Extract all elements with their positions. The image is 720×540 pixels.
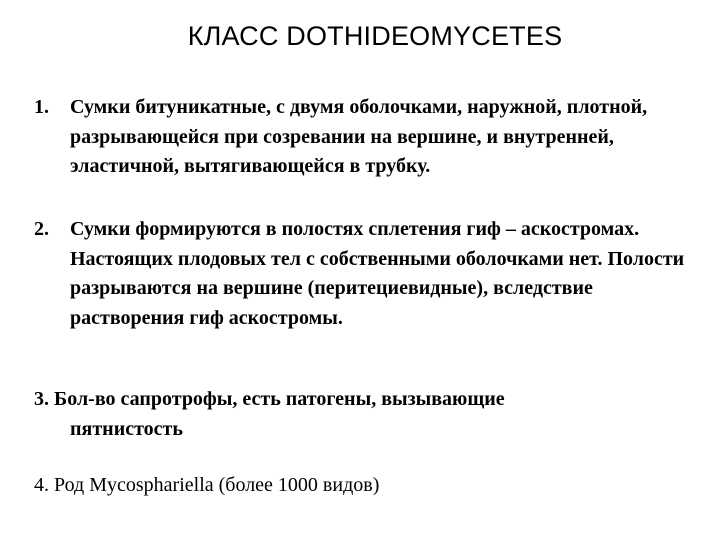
list-item-text: Сумки битуникатные, с двумя оболочками, наружной, плотной, разрывающейся при созревании на вершине, и внутренней, эластичной, вытягивающейся в трубку. xyxy=(70,96,648,177)
list-item-4 xyxy=(34,471,704,501)
list-item-number: 2. xyxy=(34,218,49,240)
list-item-2 xyxy=(34,215,704,333)
list-item-number: 4. xyxy=(34,474,49,496)
list-item-1 xyxy=(34,93,704,182)
list-item-text: Бол-во сапротрофы, есть патогены, вызывающие xyxy=(54,388,505,410)
slide-title: КЛАСС DOTHIDEOMYCETES xyxy=(187,21,563,51)
list-item-text: Сумки формируются в полостях сплетения гиф – аскостромах. Настоящих плодовых тел с собственными оболочками нет. Полости разрываются на вершине (перитециевидные), вследствие растворения гиф аскостромы. xyxy=(70,218,685,329)
list-item-3 xyxy=(34,385,704,444)
list-item-number: 3. xyxy=(34,388,49,410)
list-item-text: Род Mycosphariella (более 1000 видов) xyxy=(54,474,380,496)
list-item-number: 1. xyxy=(34,96,49,118)
list-item-continuation: пятнистость xyxy=(70,417,183,440)
list-item-first-line xyxy=(34,385,704,415)
